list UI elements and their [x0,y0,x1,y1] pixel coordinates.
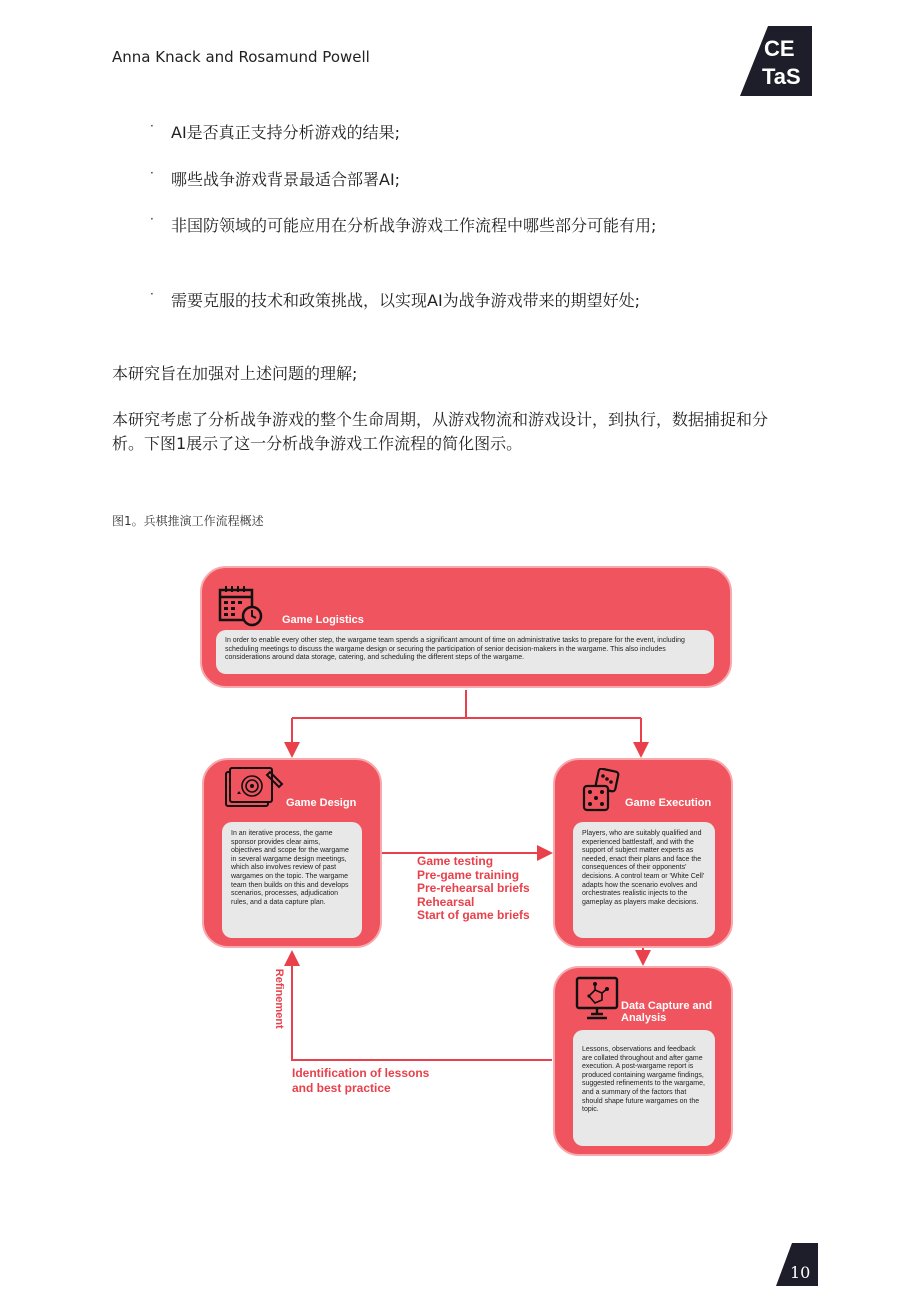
transition-label: Rehearsal [417,895,475,909]
bullet-text: 非国防领域的可能应用在分析战争游戏工作流程中哪些部分可能有用; [171,216,657,235]
page-number: 10 [790,1263,811,1282]
game-execution-title: Game Execution [625,797,712,809]
refinement-label: Refinement [272,968,285,1029]
game-logistics-title: Game Logistics [282,614,364,626]
calendar-clock-icon [218,584,264,628]
monitor-molecule-icon [575,976,621,1022]
bullet-dot: · [150,119,154,133]
bullet-dot: · [150,212,154,226]
figure-caption: 图1。兵棋推演工作流程概述 [112,514,264,528]
game-logistics-box [200,566,732,688]
paragraph: 本研究考虑了分析战争游戏的整个生命周期，从游戏物流和游戏设计，到执行，数据捕捉和分析。下图1展示了这一分析战争游戏工作流程的简化图示。 [112,410,769,453]
lessons-label-1: Identification of lessons [292,1066,430,1080]
logo-text-1: CE [764,36,795,61]
game-design-title: Game Design [286,797,357,809]
data-capture-text: Lessons, observations and feedback are collated throughout and after game execution. A post-wargame report is produced containing wargame findings, suggested refinements to the wargame, and a summary of the factors that should shape future wargames on the topic. [573,1030,715,1146]
lessons-label-2: and best practice [292,1081,391,1095]
bullet-text: 需要克服的技术和政策挑战，以实现AI为战争游戏带来的期望好处; [171,291,641,310]
transition-label: Pre-rehearsal briefs [417,881,530,895]
design-board-icon [224,766,286,810]
bullet-dot: · [150,166,154,180]
logo-text-2: TaS [762,64,801,89]
game-design-box [202,758,382,948]
dice-icon [581,768,621,814]
transition-label: Start of game briefs [417,908,530,922]
game-design-text: In an iterative process, the game sponsor provides clear aims, objectives and scope for the wargame in several wargame design meetings, which also involves review of past wargames on the topic. The wargame team then builds on this and develops scenarios, processes, adjudication rules, and a data capture plan. [222,822,362,938]
data-capture-box [553,966,733,1156]
page-number-badge [776,1243,818,1286]
data-capture-title-1: Data Capture and [621,1000,713,1012]
transition-label: Pre-game training [417,868,520,882]
bullet-text: 哪些战争游戏背景最适合部署AI; [171,170,401,189]
arrow-refinement-loop [292,954,552,1060]
game-execution-text: Players, who are suitably qualified and experienced battlestaff, and with the support of subject matter experts as needed, enact their plans and face the consequences of their opponents' decisions. A control team or 'White Cell' adapts how the scenario evolves and orchestrates realistic injects to the gameplay as players make decisions. [573,822,715,938]
bullet-text: AI是否真正支持分析游戏的结果; [171,123,401,142]
paragraph: 本研究旨在加强对上述问题的理解; [112,364,358,383]
game-logistics-text: In order to enable every other step, the wargame team spends a significant amount of time on administrative tasks to prepare for the event, including scheduling meetings to discuss the wargame design or securing the participation of senior decision-makers in the wargame. This also includes considerations around data storage, catering, and scheduling the different steps of the wargame. [216,630,714,674]
data-capture-title-2: Analysis [621,1012,667,1024]
game-execution-box [553,758,733,948]
transition-label: Game testing [417,854,494,868]
header-author: Anna Knack and Rosamund Powell [112,48,370,66]
bullet-dot: · [150,287,154,301]
